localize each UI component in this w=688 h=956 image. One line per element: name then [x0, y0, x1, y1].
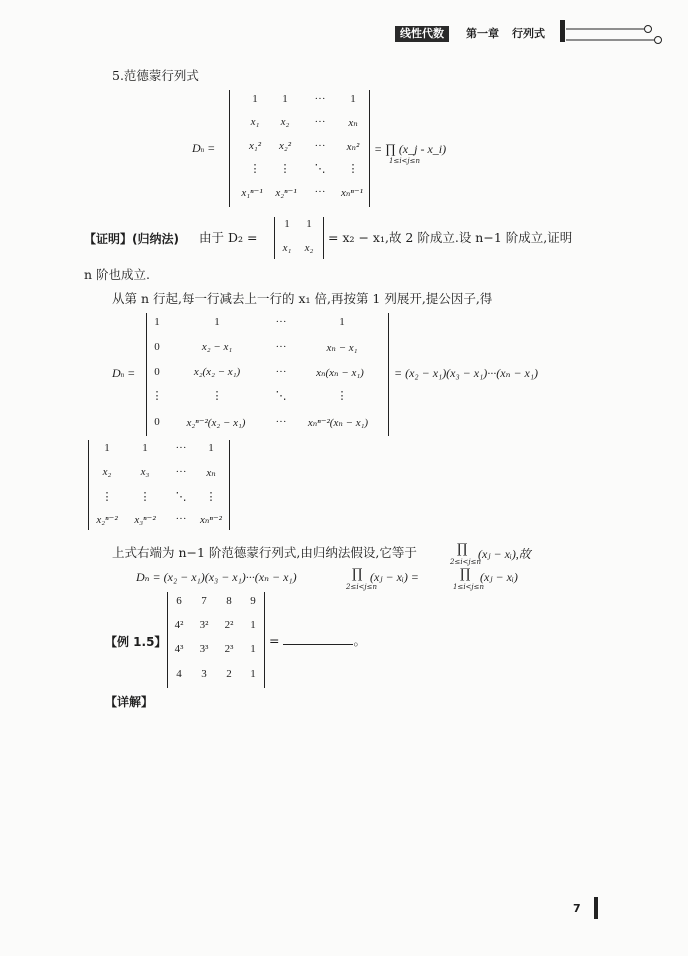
big-matrix-cell: 0: [154, 416, 160, 428]
matrix-cell: x₂: [280, 116, 290, 128]
example-matrix-right-bar: [264, 592, 265, 688]
answer-label: 【详解】: [105, 695, 154, 709]
big-matrix-cell: 0: [154, 366, 160, 378]
small-matrix-cell: ⋮: [101, 491, 113, 503]
proof-line4-a: 上式右端为 n−1 阶范德蒙行列式,由归纳法假设,它等于: [112, 545, 417, 560]
small-matrix-right-bar: [229, 440, 230, 530]
proof-line5-a: Dₙ = (x₂ − x₁)(x₃ − x₁)···(xₙ − x₁): [136, 570, 297, 584]
example-matrix-cell: 3²: [199, 619, 209, 631]
matrix-cell: xₙⁿ⁻¹: [341, 187, 363, 199]
matrix-cell: 1: [282, 93, 288, 105]
matrix-cell: ···: [314, 140, 326, 152]
small-matrix-cell: ···: [175, 442, 187, 454]
example-matrix-cell: 3: [201, 668, 207, 680]
matrix-cell: ⋮: [279, 163, 291, 175]
matrix-cell: ···: [314, 93, 326, 105]
example-matrix-cell: 1: [250, 643, 256, 655]
example-matrix-cell: 1: [250, 668, 256, 680]
proof-line4-b: (xⱼ − xᵢ),故: [478, 547, 531, 561]
matrix-cell: 1: [252, 93, 258, 105]
big-matrix-cell: ···: [275, 416, 287, 428]
vandermonde-matrix: [230, 90, 369, 207]
footer-bar: [594, 897, 598, 919]
matrix-cell: ⋱: [314, 163, 326, 175]
small-matrix-cell: xₙⁿ⁻²: [200, 514, 222, 526]
example-matrix-cell: 1: [250, 619, 256, 631]
d2-left-bar: [274, 217, 275, 259]
matrix-cell: xₙ: [348, 117, 358, 129]
proof-line5-c: (xⱼ − xᵢ): [480, 570, 518, 584]
header-book-title: 线性代数: [395, 26, 449, 42]
header-bar: [560, 20, 565, 42]
big-matrix-cell: xₙⁿ⁻²(xₙ − x₁): [307, 417, 369, 429]
small-matrix-cell: x₃: [140, 466, 150, 478]
big-matrix-cell: x₂ − x₁: [201, 341, 233, 353]
big-matrix-cell: ···: [275, 316, 287, 328]
proof-line4-range: 2≤i<j≤n: [450, 558, 481, 566]
proof-line1-a: 由于 D₂ =: [199, 230, 258, 245]
example-matrix-cell: 4³: [174, 643, 184, 655]
matrix-cell: x₁²: [248, 140, 261, 152]
proof-line2: n 阶也成立.: [84, 267, 150, 282]
big-matrix-cell: xₙ − x₁: [326, 342, 358, 354]
matrix-cell: xₙ²: [346, 141, 360, 153]
proof-line5-b: (xⱼ − xᵢ) =: [370, 570, 419, 584]
big-matrix-rhs: = (x₂ − x₁)(x₃ − x₁)···(xₙ − x₁): [394, 366, 539, 380]
example-answer: = 。: [269, 633, 366, 648]
example-matrix-cell: 3³: [199, 643, 209, 655]
matrix-cell: x₁: [250, 116, 260, 128]
big-matrix-cell: ···: [275, 366, 287, 378]
big-matrix-cell: 1: [339, 316, 345, 328]
matrix-cell: ···: [314, 186, 326, 198]
big-matrix-cell: x₂ⁿ⁻²(x₂ − x₁): [186, 417, 246, 429]
example-matrix: [168, 592, 264, 688]
theorem-range: 1≤i<j≤n: [389, 157, 420, 165]
product-symbol: ∏: [457, 542, 468, 557]
header-decoration-icon: [566, 20, 670, 46]
small-matrix-cell: ⋮: [139, 491, 151, 503]
answer-blank[interactable]: [283, 634, 353, 645]
product-symbol: ∏: [352, 567, 363, 582]
d2-cell: x₂: [304, 242, 314, 254]
theorem-title: 5.范德蒙行列式: [112, 68, 199, 83]
matrix-cell: ⋮: [347, 163, 359, 175]
example-matrix-cell: 2²: [224, 619, 234, 631]
example-matrix-cell: 6: [176, 595, 182, 607]
small-matrix-cell: 1: [142, 442, 148, 454]
proof-label: 【证明】(归纳法): [84, 232, 179, 246]
example-matrix-cell: 7: [201, 595, 207, 607]
big-matrix-cell: 1: [214, 316, 220, 328]
matrix-cell: 1: [350, 93, 356, 105]
theorem-rhs: = ∏ (x_j - x_i): [374, 141, 447, 156]
big-matrix: [147, 313, 388, 436]
proof-line5-range1: 2≤i<j≤n: [346, 583, 377, 591]
small-matrix: [89, 440, 229, 530]
big-matrix-cell: xₙ(xₙ − x₁): [316, 367, 364, 379]
page-number: 7: [573, 902, 581, 915]
d2-cell: 1: [284, 218, 290, 230]
example-label: 【例 1.5】: [105, 635, 167, 649]
small-matrix-cell: x₂ⁿ⁻²: [96, 514, 118, 526]
example-matrix-cell: 2: [226, 668, 232, 680]
matrix-cell: ···: [314, 116, 326, 128]
matrix-cell: x₂²: [278, 140, 291, 152]
header-section: 行列式: [512, 27, 545, 40]
small-matrix-cell: x₂: [102, 466, 112, 478]
big-matrix-lhs: Dn =: [112, 366, 136, 380]
proof-line5-range2: 1≤i<j≤n: [453, 583, 484, 591]
small-matrix-cell: ⋮: [205, 491, 217, 503]
d2-right-bar: [323, 217, 324, 259]
big-matrix-cell: ⋮: [151, 390, 163, 402]
d2-cell: x₁: [282, 242, 292, 254]
header-chapter: 第一章: [466, 27, 499, 40]
small-matrix-cell: ···: [175, 513, 187, 525]
small-matrix-cell: ⋱: [175, 491, 187, 503]
example-matrix-cell: 2³: [224, 643, 234, 655]
example-matrix-cell: 8: [226, 595, 232, 607]
big-matrix-cell: ⋮: [336, 390, 348, 402]
small-matrix-cell: xₙ: [206, 467, 216, 479]
matrix-cell: x₂ⁿ⁻¹: [275, 187, 297, 199]
big-matrix-cell: x₂(x₂ − x₁): [193, 366, 241, 378]
small-matrix-cell: 1: [104, 442, 110, 454]
example-matrix-cell: 9: [250, 595, 256, 607]
proof-line1-b: = x₂ − x₁,故 2 阶成立.设 n−1 阶成立,证明: [328, 230, 573, 245]
small-matrix-cell: 1: [208, 442, 214, 454]
big-matrix-cell: 1: [154, 316, 160, 328]
big-matrix-cell: ⋮: [211, 390, 223, 402]
product-symbol: ∏: [460, 567, 471, 582]
big-matrix-right-bar: [388, 313, 389, 436]
matrix-cell: x₁ⁿ⁻¹: [241, 187, 263, 199]
small-matrix-cell: x₃ⁿ⁻²: [134, 514, 156, 526]
theorem-lhs: Dn =: [192, 141, 216, 155]
d2-cell: 1: [306, 218, 312, 230]
matrix-cell: ⋮: [249, 163, 261, 175]
big-matrix-cell: 0: [154, 341, 160, 353]
small-matrix-cell: ···: [175, 466, 187, 478]
example-matrix-cell: 4²: [174, 619, 184, 631]
big-matrix-cell: ···: [275, 341, 287, 353]
big-matrix-cell: ⋱: [275, 390, 287, 402]
example-matrix-cell: 4: [176, 668, 182, 680]
proof-line3: 从第 n 行起,每一行减去上一行的 x₁ 倍,再按第 1 列展开,提公因子,得: [112, 291, 493, 306]
